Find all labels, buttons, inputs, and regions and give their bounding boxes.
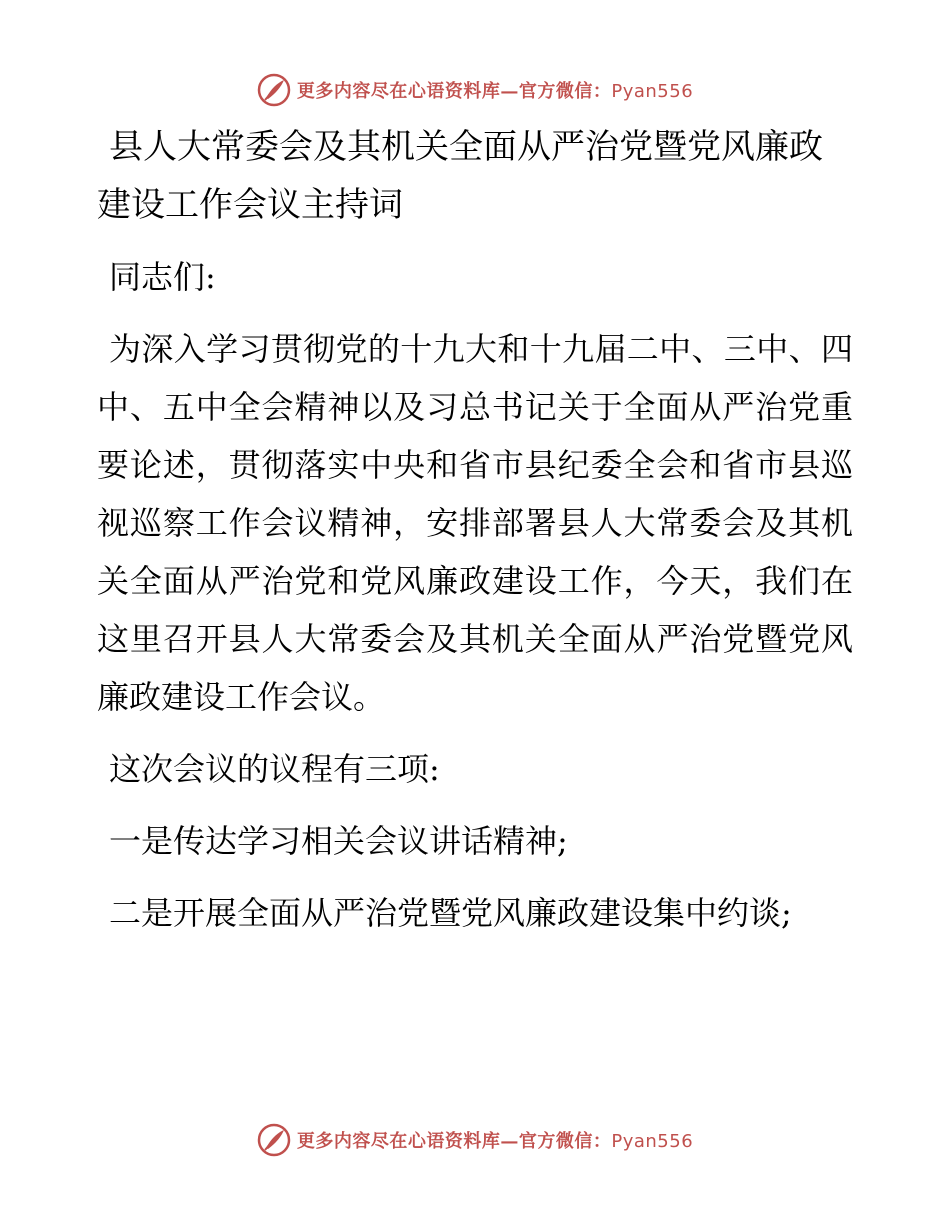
header-watermark (0, 70, 950, 110)
watermark-dash: — (500, 81, 519, 102)
watermark-dash: — (500, 1131, 519, 1152)
paragraph-agenda-item-2: 二是开展全面从严治党暨党风廉政建设集中约谈; (109, 894, 792, 932)
watermark-official: 官方微信： (518, 81, 612, 102)
paragraph-salutation: 同志们: (109, 258, 216, 296)
watermark-text (297, 1127, 693, 1153)
footer-watermark (0, 1120, 950, 1160)
document-title: 县人大常委会及其机关全面从严治党暨党风廉政建设工作会议主持词 (97, 127, 823, 225)
paragraph-agenda-item-1: 一是传达学习相关会议讲话精神; (109, 822, 568, 860)
document-body (97, 118, 853, 956)
feather-logo-icon (257, 1123, 291, 1157)
watermark-text (297, 77, 693, 103)
paragraph-intro: 为深入学习贯彻党的十九大和十九届二中、三中、四中、五中全会精神以及习总书记关于全面从严治党重要论述，贯彻落实中央和省市县纪委全会和省市县巡视巡察工作会议精神，安排部署县人大常委会及其机关全面从严治党和党风廉政建设工作，今天，我们在这里召开县人大常委会及其机关全面从严治党暨党风廉政建设工作会议。 (97, 330, 853, 716)
watermark-brand: 更多内容尽在心语资料库 (296, 1131, 501, 1152)
watermark-account: Pyan556 (611, 1131, 694, 1152)
watermark-account: Pyan556 (611, 81, 694, 102)
watermark-brand: 更多内容尽在心语资料库 (296, 81, 501, 102)
paragraph-agenda-intro: 这次会议的议程有三项: (109, 750, 440, 788)
watermark-official: 官方微信： (518, 1131, 612, 1152)
feather-logo-icon (257, 73, 291, 107)
